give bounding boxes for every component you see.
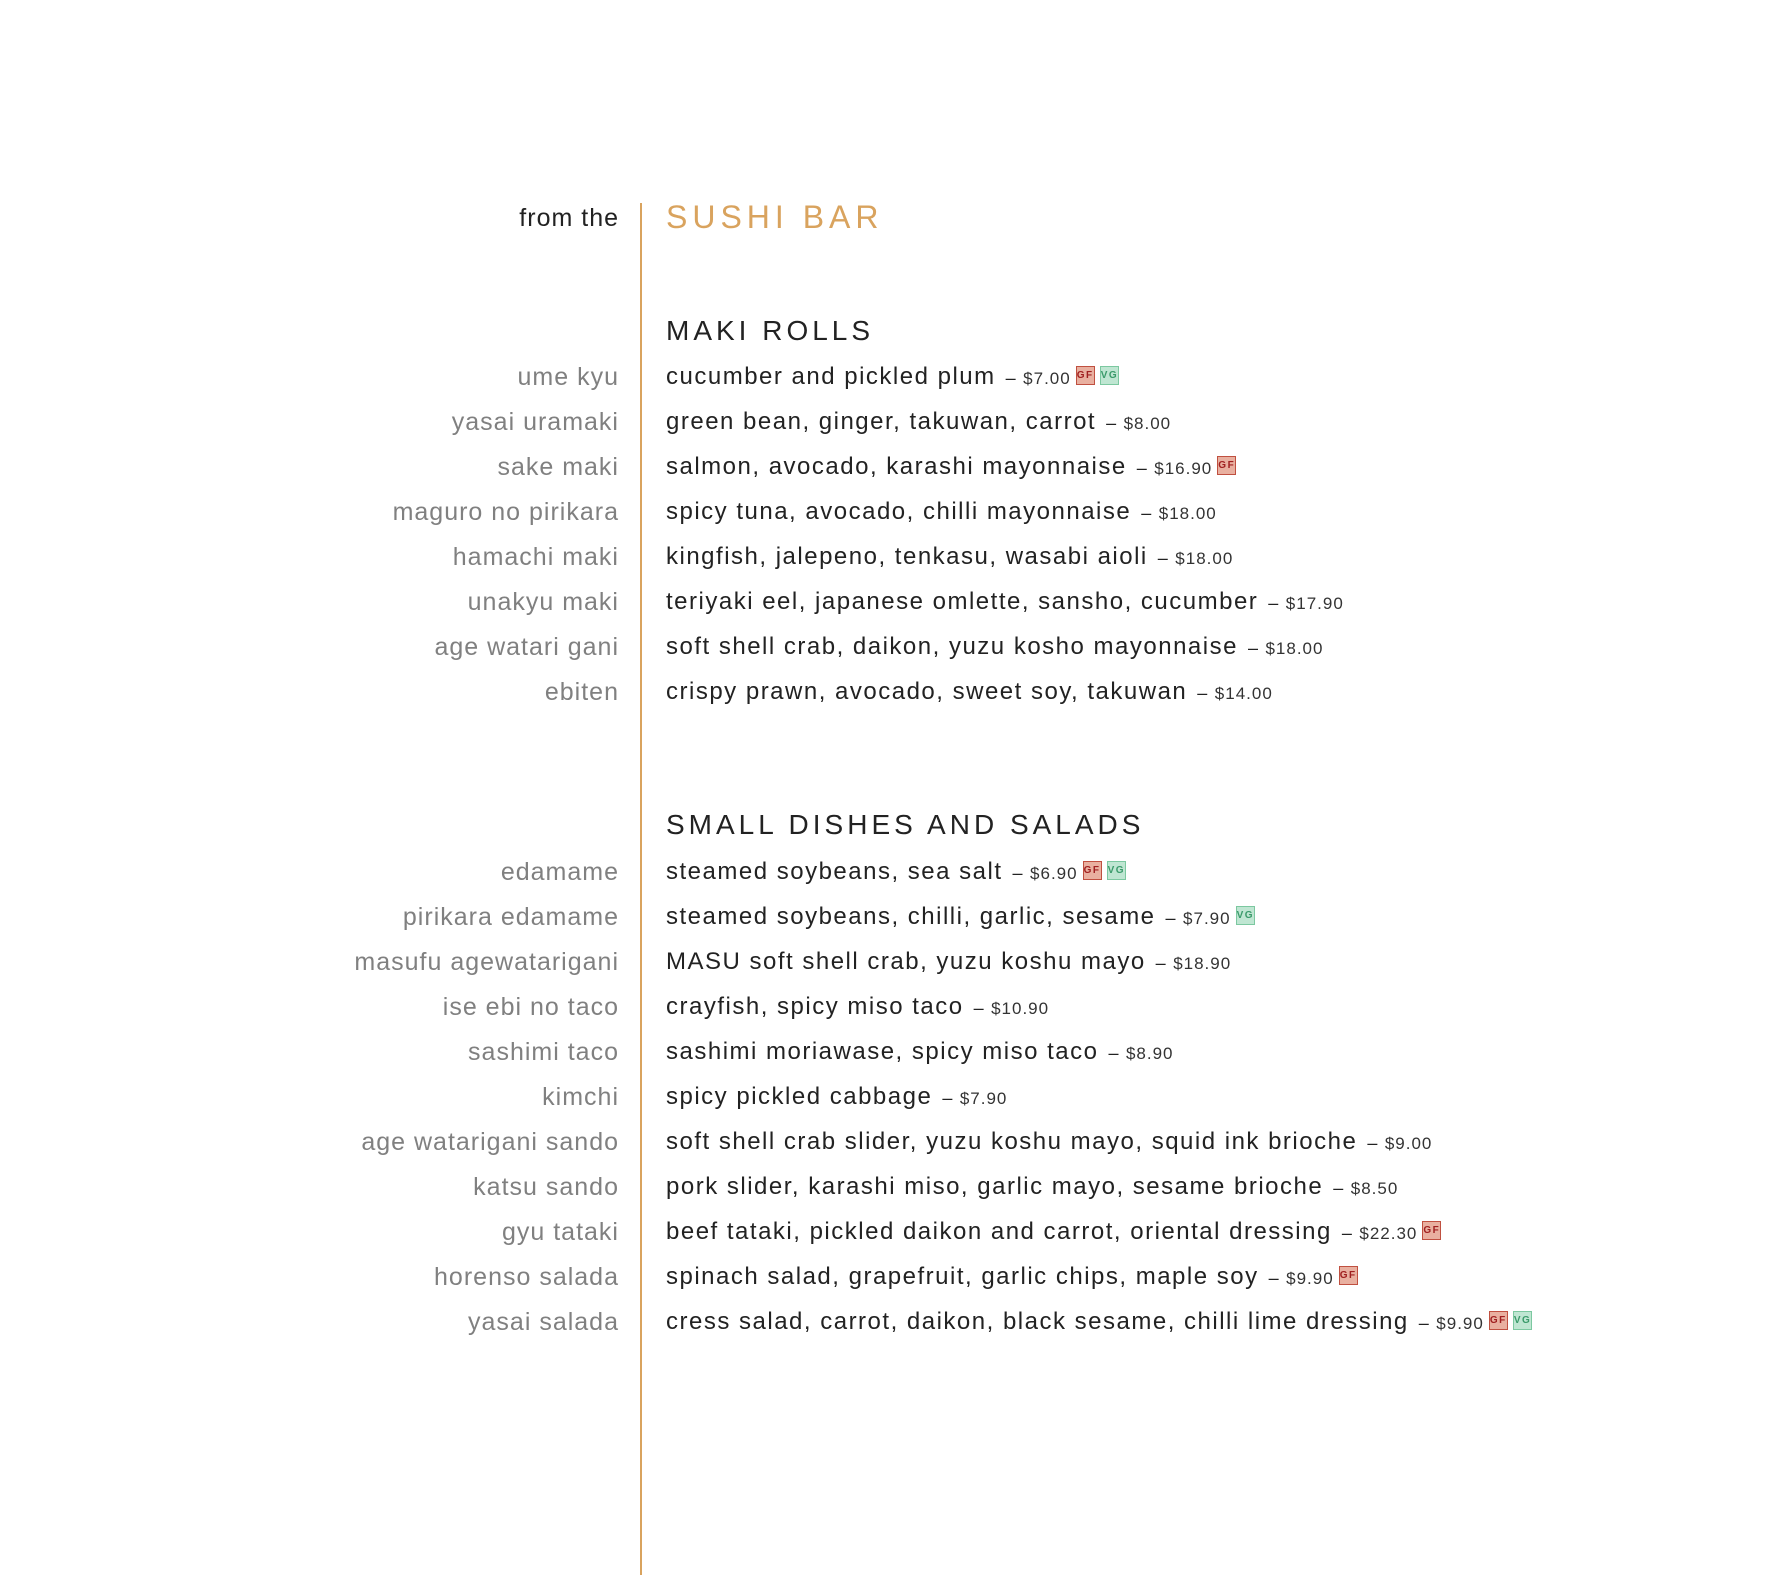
dash-separator: – bbox=[1268, 593, 1280, 613]
item-description-line bbox=[666, 453, 1236, 481]
item-description: teriyaki eel, japanese omlette, sansho, cucumber bbox=[666, 588, 1259, 615]
item-description: soft shell crab, daikon, yuzu kosho mayonnaise bbox=[666, 633, 1238, 660]
maki-rolls-list bbox=[0, 355, 1772, 715]
gluten-free-icon: GF bbox=[1083, 861, 1102, 880]
item-name: sake maki bbox=[497, 453, 619, 481]
item-description: kingfish, jalepeno, tenkasu, wasabi aioli bbox=[666, 543, 1148, 570]
menu-item bbox=[0, 535, 1772, 580]
item-description-line bbox=[666, 1263, 1358, 1291]
dash-separator: – bbox=[1106, 413, 1118, 433]
item-description-line bbox=[666, 1128, 1432, 1156]
item-name: kimchi bbox=[542, 1083, 619, 1111]
item-description: pork slider, karashi miso, garlic mayo, sesame brioche bbox=[666, 1173, 1324, 1200]
item-description-line bbox=[666, 1038, 1174, 1066]
item-price: $8.90 bbox=[1125, 1044, 1174, 1063]
menu-item bbox=[0, 1165, 1772, 1210]
item-description: steamed soybeans, sea salt bbox=[666, 858, 1003, 885]
item-name: yasai uramaki bbox=[451, 408, 619, 436]
item-description: spinach salad, grapefruit, garlic chips, maple soy bbox=[666, 1263, 1259, 1290]
dash-separator: – bbox=[1367, 1133, 1379, 1153]
dash-separator: – bbox=[1108, 1043, 1120, 1063]
gluten-free-icon: GF bbox=[1422, 1221, 1441, 1240]
item-price: $18.90 bbox=[1173, 954, 1232, 973]
item-name: edamame bbox=[500, 858, 619, 886]
gluten-free-icon: GF bbox=[1076, 366, 1095, 385]
header-prefix: from the bbox=[519, 204, 619, 232]
item-price: $18.00 bbox=[1265, 639, 1324, 658]
dash-separator: – bbox=[973, 998, 986, 1018]
item-price: $16.90 bbox=[1154, 459, 1213, 478]
vegan-icon: VG bbox=[1107, 861, 1126, 880]
item-price: $10.90 bbox=[991, 999, 1050, 1018]
item-name: ise ebi no taco bbox=[442, 993, 619, 1021]
dash-separator: – bbox=[942, 1088, 954, 1108]
menu-item bbox=[0, 1210, 1772, 1255]
item-name: pirikara edamame bbox=[402, 903, 619, 931]
item-description: crayfish, spicy miso taco bbox=[666, 993, 964, 1020]
dash-separator: – bbox=[1141, 503, 1153, 523]
item-description: sashimi moriawase, spicy miso taco bbox=[666, 1038, 1099, 1065]
item-price: $9.90 bbox=[1286, 1269, 1334, 1288]
menu-item bbox=[0, 985, 1772, 1030]
dash-separator: – bbox=[1165, 908, 1178, 928]
item-description-line bbox=[666, 408, 1171, 436]
menu-item bbox=[0, 1075, 1772, 1120]
item-name: ebiten bbox=[544, 678, 619, 706]
menu-item bbox=[0, 940, 1772, 985]
item-name: katsu sando bbox=[473, 1173, 619, 1201]
item-price: $9.90 bbox=[1436, 1314, 1484, 1333]
page-title: SUSHI BAR bbox=[666, 199, 884, 235]
item-price: $8.50 bbox=[1350, 1179, 1399, 1198]
item-description-line bbox=[666, 1083, 1007, 1111]
vegan-icon: VG bbox=[1513, 1311, 1532, 1330]
item-price: $17.90 bbox=[1285, 594, 1344, 613]
item-description-line bbox=[666, 1308, 1532, 1336]
dash-separator: – bbox=[1136, 458, 1149, 478]
item-name: age watari gani bbox=[434, 633, 619, 661]
item-description-line bbox=[666, 633, 1323, 661]
menu-item bbox=[0, 445, 1772, 490]
item-description: green bean, ginger, takuwan, carrot bbox=[666, 408, 1097, 435]
item-name: horenso salada bbox=[434, 1263, 619, 1291]
section-heading-maki-rolls: MAKI ROLLS bbox=[666, 315, 875, 346]
item-description: spicy pickled cabbage bbox=[666, 1083, 933, 1110]
item-name: unakyu maki bbox=[467, 588, 619, 616]
item-description: soft shell crab slider, yuzu koshu mayo, squid ink brioche bbox=[666, 1128, 1358, 1155]
small-dishes-list bbox=[0, 850, 1772, 1345]
item-description-line bbox=[666, 543, 1233, 571]
dash-separator: – bbox=[1268, 1268, 1281, 1288]
item-name: masufu agewatarigani bbox=[354, 948, 619, 976]
item-description: crispy prawn, avocado, sweet soy, takuwan bbox=[666, 678, 1188, 705]
menu-item bbox=[0, 1030, 1772, 1075]
item-description-line bbox=[666, 678, 1273, 706]
item-description: spicy tuna, avocado, chilli mayonnaise bbox=[666, 498, 1132, 525]
item-name: gyu tataki bbox=[501, 1218, 619, 1246]
menu-item bbox=[0, 400, 1772, 445]
item-price: $7.00 bbox=[1023, 369, 1071, 388]
item-description: salmon, avocado, karashi mayonnaise bbox=[666, 453, 1127, 480]
dash-separator: – bbox=[1012, 863, 1025, 883]
dash-separator: – bbox=[1005, 368, 1018, 388]
item-description-line bbox=[666, 588, 1344, 616]
vegan-icon: VG bbox=[1236, 906, 1255, 925]
menu-item bbox=[0, 850, 1772, 895]
item-description-line bbox=[666, 363, 1119, 391]
gluten-free-icon: GF bbox=[1489, 1311, 1508, 1330]
item-price: $7.90 bbox=[959, 1089, 1008, 1108]
vegan-icon: VG bbox=[1100, 366, 1119, 385]
item-description-line bbox=[666, 993, 1049, 1021]
item-name: maguro no pirikara bbox=[392, 498, 619, 526]
item-price: $22.30 bbox=[1359, 1224, 1418, 1243]
item-description: steamed soybeans, chilli, garlic, sesame bbox=[666, 903, 1156, 930]
menu-item bbox=[0, 670, 1772, 715]
item-price: $8.00 bbox=[1123, 414, 1172, 433]
dash-separator: – bbox=[1197, 683, 1209, 703]
dash-separator: – bbox=[1418, 1313, 1431, 1333]
dash-separator: – bbox=[1155, 953, 1168, 973]
item-price: $14.00 bbox=[1214, 684, 1273, 703]
menu-item bbox=[0, 625, 1772, 670]
item-description: MASU soft shell crab, yuzu koshu mayo bbox=[666, 948, 1146, 975]
item-price: $6.90 bbox=[1030, 864, 1078, 883]
item-name: ume kyu bbox=[517, 363, 619, 391]
section-heading-small-dishes: SMALL DISHES AND SALADS bbox=[666, 809, 1145, 840]
item-name: age watarigani sando bbox=[361, 1128, 619, 1156]
gluten-free-icon: GF bbox=[1217, 456, 1236, 475]
dash-separator: – bbox=[1157, 548, 1170, 568]
menu-item bbox=[0, 1255, 1772, 1300]
item-description-line bbox=[666, 948, 1231, 976]
menu-item bbox=[0, 355, 1772, 400]
menu-item bbox=[0, 1300, 1772, 1345]
item-description: beef tataki, pickled daikon and carrot, oriental dressing bbox=[666, 1218, 1332, 1245]
item-description: cucumber and pickled plum bbox=[666, 363, 996, 390]
item-description-line bbox=[666, 903, 1255, 931]
gluten-free-icon: GF bbox=[1339, 1266, 1358, 1285]
item-price: $9.00 bbox=[1384, 1134, 1433, 1153]
item-description-line bbox=[666, 1173, 1398, 1201]
dash-separator: – bbox=[1247, 638, 1260, 658]
item-price: $7.90 bbox=[1183, 909, 1231, 928]
menu-item bbox=[0, 580, 1772, 625]
item-description: cress salad, carrot, daikon, black sesame, chilli lime dressing bbox=[666, 1308, 1409, 1335]
item-price: $18.00 bbox=[1158, 504, 1217, 523]
item-price: $18.00 bbox=[1175, 549, 1234, 568]
dash-separator: – bbox=[1333, 1178, 1345, 1198]
item-name: hamachi maki bbox=[452, 543, 619, 571]
item-description-line bbox=[666, 858, 1126, 886]
dash-separator: – bbox=[1341, 1223, 1354, 1243]
item-name: yasai salada bbox=[468, 1308, 619, 1336]
menu-item bbox=[0, 895, 1772, 940]
item-name: sashimi taco bbox=[468, 1038, 619, 1066]
menu-item bbox=[0, 490, 1772, 535]
item-description-line bbox=[666, 498, 1217, 526]
menu-item bbox=[0, 1120, 1772, 1165]
item-description-line bbox=[666, 1218, 1441, 1246]
